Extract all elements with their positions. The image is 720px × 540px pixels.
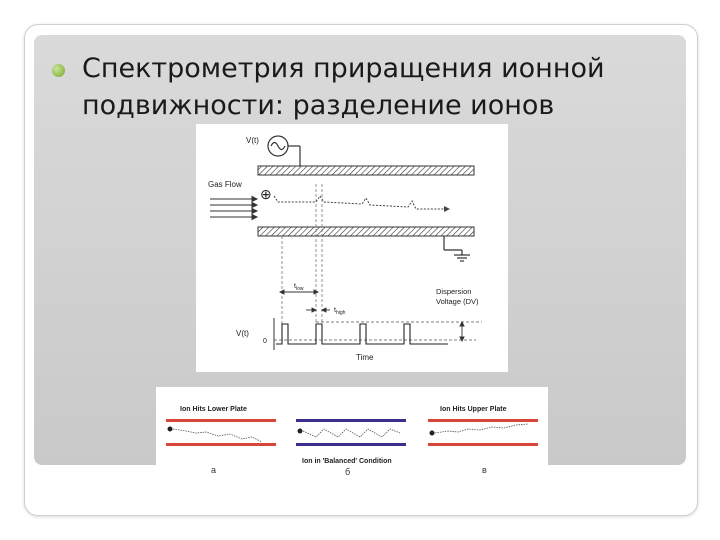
panel-a-caption: Ion Hits Lower Plate <box>180 406 247 413</box>
zero-label: 0 <box>263 338 267 345</box>
bullet-text: Спектрометрия приращения ионной подвижности: разделение ионов <box>82 53 605 121</box>
panel-b-caption: Ion in 'Balanced' Condition <box>302 458 392 465</box>
panel-b-letter: б <box>345 467 351 477</box>
t-low-label: $t_{low}$ <box>294 283 304 292</box>
panel-b-upper-plate <box>296 419 406 422</box>
panel-a-upper-plate <box>166 419 276 422</box>
t-high-label: $t_{high}$ <box>334 307 346 316</box>
voltage-waveform <box>276 324 448 344</box>
gas-flow-label: Gas Flow <box>208 180 242 189</box>
panel-a-trajectory <box>173 429 262 442</box>
ion-conditions-figure <box>156 387 548 483</box>
panel-a-ion-icon <box>168 427 173 432</box>
gas-flow-arrows <box>210 197 257 220</box>
ground-icon <box>454 250 470 261</box>
dispersion-label-line1: Dispersion <box>436 287 472 296</box>
ion-trajectory <box>274 196 444 209</box>
upper-plate <box>258 166 474 175</box>
panel-c-ion-icon <box>430 431 435 436</box>
panel-a-letter: a <box>211 465 217 475</box>
dv-arrow <box>460 322 464 341</box>
panel-c-upper-plate <box>428 419 538 422</box>
t-high-arrow <box>306 308 330 312</box>
panel-c-letter: в <box>482 465 487 475</box>
trajectory-arrowhead <box>444 206 450 212</box>
time-guide-lines <box>282 184 322 330</box>
lower-plate <box>258 227 474 236</box>
vt-label: V(t) <box>246 136 259 145</box>
panel-c-lower-plate <box>428 443 538 446</box>
panel-b-trajectory <box>303 429 400 437</box>
panel-c-caption: Ion Hits Upper Plate <box>440 406 507 413</box>
ion-plus-icon: ⊕ <box>260 186 272 202</box>
panel-a-lower-plate <box>166 443 276 446</box>
time-label: Time <box>356 353 374 362</box>
bullet-icon <box>52 64 65 77</box>
dispersion-label-line2: Voltage (DV) <box>436 297 479 306</box>
panel-b-lower-plate <box>296 443 406 446</box>
panel-c-trajectory <box>435 424 528 433</box>
ion-mobility-schematic <box>196 124 508 372</box>
panel-b-ion-icon <box>298 429 303 434</box>
v-t-axis-label: V(t) <box>236 329 249 338</box>
